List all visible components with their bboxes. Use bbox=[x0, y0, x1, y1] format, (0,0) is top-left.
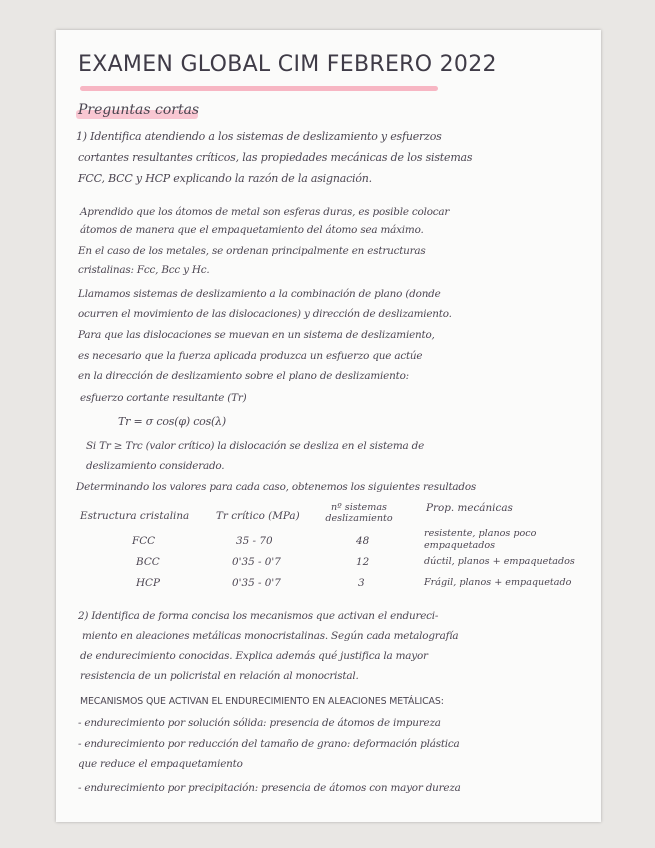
answer-2-line: que reduce el empaquetamiento bbox=[78, 758, 243, 770]
table-cell-tau: 0'35 - 0'7 bbox=[232, 577, 281, 589]
table-cell-systems: 3 bbox=[358, 577, 365, 589]
question-1-line: FCC, BCC y HCP explicando la razón de la asignación. bbox=[78, 172, 372, 185]
answer-2-heading: MECANISMOS QUE ACTIVAN EL ENDURECIMIENTO EN ALEACIONES METÁLICAS: bbox=[80, 696, 444, 707]
answer-line: esfuerzo cortante resultante (Tr) bbox=[80, 392, 247, 404]
table-cell-structure: FCC bbox=[132, 535, 156, 547]
answer-line: ocurren el movimiento de las dislocaciones) y dirección de deslizamiento. bbox=[78, 308, 452, 320]
answer-2-line: - endurecimiento por reducción del tamaño de grano: deformación plástica bbox=[78, 738, 460, 750]
question-1-line: 1) Identifica atendiendo a los sistemas de deslizamiento y esfuerzos bbox=[76, 130, 442, 143]
table-header-structure: Estructura cristalina bbox=[80, 510, 190, 522]
table-cell-systems: 48 bbox=[356, 535, 370, 547]
question-2-line: 2) Identifica de forma concisa los mecanismos que activan el endureci- bbox=[78, 610, 439, 622]
question-2-line: de endurecimiento conocidas. Explica además qué justifica la mayor bbox=[80, 650, 428, 662]
answer-line: Aprendido que los átomos de metal son esferas duras, es posible colocar bbox=[80, 206, 450, 218]
table-cell-props: dúctil, planos + empaquetados bbox=[424, 556, 575, 567]
answer-line: átomos de manera que el empaquetamiento del átomo sea máximo. bbox=[80, 224, 424, 236]
question-2-line: resistencia de un policristal en relación al monocristal. bbox=[80, 670, 359, 682]
title-highlight bbox=[80, 86, 438, 91]
table-header-props: Prop. mecánicas bbox=[426, 502, 513, 514]
table-cell-systems: 12 bbox=[356, 556, 370, 568]
question-1-line: cortantes resultantes críticos, las propiedades mecánicas de los sistemas bbox=[78, 151, 473, 164]
question-2-line: miento en aleaciones metálicas monocristalinas. Según cada metalografía bbox=[82, 630, 459, 642]
formula: Tr = σ cos(φ) cos(λ) bbox=[118, 415, 227, 428]
table-cell-props: resistente, planos poco empaquetados bbox=[424, 528, 537, 551]
section-label: Preguntas cortas bbox=[78, 102, 200, 118]
table-cell-tau: 0'35 - 0'7 bbox=[232, 556, 281, 568]
answer-line: En el caso de los metales, se ordenan principalmente en estructuras bbox=[78, 245, 426, 257]
table-cell-structure: HCP bbox=[136, 577, 161, 589]
table-cell-props: Frágil, planos + empaquetado bbox=[424, 577, 572, 588]
answer-line: deslizamiento considerado. bbox=[86, 460, 225, 472]
answer-line: Llamamos sistemas de deslizamiento a la combinación de plano (donde bbox=[78, 288, 441, 300]
answer-line: en la dirección de deslizamiento sobre el plano de deslizamiento: bbox=[78, 370, 409, 382]
page-title: EXAMEN GLOBAL CIM FEBRERO 2022 bbox=[78, 52, 497, 77]
answer-line: Determinando los valores para cada caso, obtenemos los siguientes resultados bbox=[76, 481, 477, 493]
answer-2-line: - endurecimiento por precipitación: presencia de átomos con mayor dureza bbox=[78, 782, 461, 794]
table-header-systems: nº sistemas deslizamiento bbox=[325, 502, 393, 524]
answer-line: Para que las dislocaciones se muevan en un sistema de deslizamiento, bbox=[78, 329, 435, 341]
answer-line: Si Tr ≥ Trc (valor crítico) la dislocación se desliza en el sistema de bbox=[86, 440, 425, 452]
table-header-tau: Tr crítico (MPa) bbox=[216, 510, 300, 522]
answer-line: cristalinas: Fcc, Bcc y Hc. bbox=[78, 264, 210, 276]
table-cell-tau: 35 - 70 bbox=[236, 535, 273, 547]
answer-line: es necesario que la fuerza aplicada produzca un esfuerzo que actúe bbox=[78, 350, 423, 362]
table-cell-structure: BCC bbox=[136, 556, 160, 568]
answer-2-line: - endurecimiento por solución sólida: presencia de átomos de impureza bbox=[78, 717, 441, 729]
exam-page bbox=[56, 30, 601, 822]
